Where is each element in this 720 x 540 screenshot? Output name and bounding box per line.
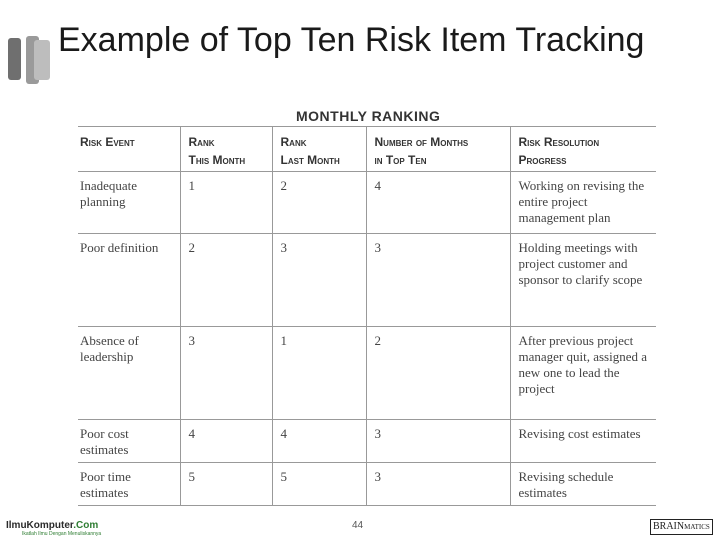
cell-rank-this-month: 3 bbox=[180, 327, 272, 420]
cell-months: 3 bbox=[366, 463, 510, 506]
cell-progress: Holding meetings with project customer and sponsor to clarify scope bbox=[510, 234, 656, 327]
cell-months: 4 bbox=[366, 172, 510, 234]
cell-rank-this-month: 1 bbox=[180, 172, 272, 234]
slide-title: Example of Top Ten Risk Item Tracking bbox=[58, 21, 645, 59]
table-row bbox=[78, 172, 656, 234]
cell-risk-event: Poor definition bbox=[78, 234, 180, 327]
cell-rank-last-month: 4 bbox=[272, 420, 366, 463]
cell-progress: Working on revising the entire project management plan bbox=[510, 172, 656, 234]
header-resolution-progress: Risk Resolution Progress bbox=[510, 127, 656, 172]
cell-rank-last-month: 5 bbox=[272, 463, 366, 506]
table-row bbox=[78, 420, 656, 463]
table-row bbox=[78, 463, 656, 506]
cell-months: 3 bbox=[366, 234, 510, 327]
page-number: 44 bbox=[352, 520, 364, 531]
cell-risk-event: Absence of leadership bbox=[78, 327, 180, 420]
cell-rank-this-month: 2 bbox=[180, 234, 272, 327]
cell-progress: After previous project manager quit, assigned a new one to lead the project bbox=[510, 327, 656, 420]
table-caption: MONTHLY RANKING bbox=[296, 108, 441, 124]
header-rank-this-month: Rank This Month bbox=[180, 127, 272, 172]
cell-months: 3 bbox=[366, 420, 510, 463]
cell-rank-last-month: 2 bbox=[272, 172, 366, 234]
cell-risk-event: Poor time estimates bbox=[78, 463, 180, 506]
cell-progress: Revising cost estimates bbox=[510, 420, 656, 463]
cell-rank-this-month: 4 bbox=[180, 420, 272, 463]
cell-risk-event: Poor cost estimates bbox=[78, 420, 180, 463]
ilmukomputer-tagline: Ikatlah Ilmu Dengan Menuliskannya bbox=[22, 531, 102, 537]
cell-rank-this-month: 5 bbox=[180, 463, 272, 506]
decorative-bar bbox=[8, 38, 21, 80]
ilmukomputer-logo: IlmuKomputer.Com bbox=[6, 520, 99, 531]
cell-rank-last-month: 3 bbox=[272, 234, 366, 327]
cell-rank-last-month: 1 bbox=[272, 327, 366, 420]
decorative-bar bbox=[34, 40, 50, 80]
cell-progress: Revising schedule estimates bbox=[510, 463, 656, 506]
brainmatics-logo: BRAINMATICS bbox=[650, 519, 713, 535]
table-row bbox=[78, 327, 656, 420]
header-months-in-top-ten: Number of Months in Top Ten bbox=[366, 127, 510, 172]
cell-risk-event: Inadequate planning bbox=[78, 172, 180, 234]
table-header-row bbox=[78, 127, 656, 172]
header-rank-last-month: Rank Last Month bbox=[272, 127, 366, 172]
risk-tracking-table bbox=[78, 126, 656, 506]
header-risk-event: Risk Event bbox=[78, 127, 180, 172]
cell-months: 2 bbox=[366, 327, 510, 420]
table-row bbox=[78, 234, 656, 327]
